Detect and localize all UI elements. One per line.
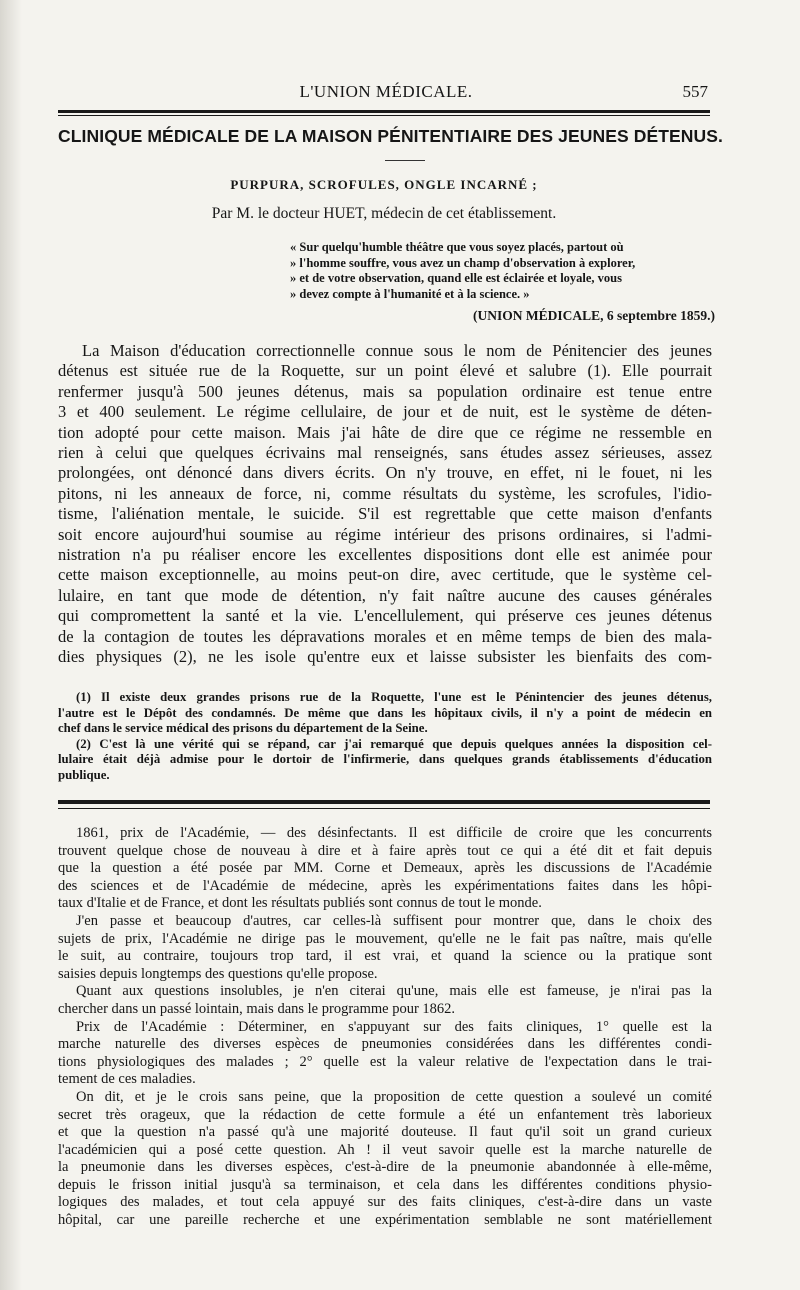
footnote-line: chef dans le service médical des prisons du département de la Seine. — [58, 721, 428, 736]
feuilleton-line: le suit, au contraire, toujours trop tard, il est vrai, et quand la science ou la pratique sont — [58, 948, 712, 965]
body-line: détenus est située rue de la Roquette, sur un point élevé et salubre (1). Elle pourrait — [58, 361, 712, 381]
feuilleton-line: marche naturelle des diverses espèces de pneumonies considérées dans les différentes condi- — [58, 1036, 712, 1053]
body-line: prolongées, ont dénoncé dans divers écrits. On n'y trouve, en effet, ni le fouet, ni les — [58, 463, 712, 483]
page-number: 557 — [682, 82, 708, 101]
body-line: 3 et 400 seulement. Le régime cellulaire, de jour et de nuit, est le système de déten- — [58, 402, 712, 422]
title-separator — [385, 160, 425, 161]
feuilleton-line: Quant aux questions insolubles, je n'en citerai qu'une, mais elle est fameuse, je n'irai pas la — [76, 983, 712, 1000]
feuilleton-line: des sciences et de l'Académie de médecine, après les expérimentations faites dans les hôpi- — [58, 877, 712, 894]
body-line: de la contagion de toutes les dépravations morales et en même temps de bien des mala- — [58, 626, 712, 646]
article-byline: Par M. le docteur HUET, médecin de cet établissement. — [211, 205, 557, 222]
feuilleton-line: 1861, prix de l'Académie, — des désinfectants. Il est difficile de croire que les concurrents — [76, 825, 712, 841]
feuilleton-line: chercher dans un passé lointain, mais dans le programme pour 1862. — [58, 1000, 456, 1017]
feuilleton-line: logiques des malades, et tout cela appuyé sur des faits cliniques, c'est-à-dire dans un vaste — [58, 1194, 712, 1211]
footnote-line: publique. — [58, 767, 110, 782]
article-title: CLINIQUE MÉDICALE DE LA MAISON PÉNITENTIAIRE DES JEUNES DÉTENUS. — [58, 126, 723, 146]
running-head — [62, 80, 710, 106]
header-rule — [58, 110, 710, 113]
body-line: rien à celui que quelques écrivains mal renseignés, sans études assez sérieuses, assez — [58, 443, 712, 463]
epigraph — [290, 240, 715, 302]
feuilleton-rule — [58, 800, 710, 804]
body-line: cette maison exceptionnelle, au moins peut-on dire, avec certitude, que le système cel- — [58, 565, 712, 585]
feuilleton-line: tions physiologiques des malades ; 2° quelle est la valeur relative de l'expectation dans le trai- — [58, 1053, 712, 1070]
epigraph-line: « Sur quelqu'humble théâtre que vous soyez placés, partout où — [290, 240, 624, 254]
feuilleton-line: hôpital, car une pareille recherche et une expérimentation semblable ne sont matériellement — [58, 1212, 712, 1229]
epigraph-source: (UNION MÉDICALE, 6 septembre 1859.) — [473, 308, 715, 323]
body-line: nistration n'a pu réaliser encore les excellentes dispositions dont elle est animée pour — [58, 545, 712, 565]
footnote-line: (1) Il existe deux grandes prisons rue de la Roquette, l'une est le Pénintencier des jeunes détenus, — [76, 690, 712, 704]
running-title: L'UNION MÉDICALE. — [299, 82, 473, 101]
body-line: tion adopté pour cette maison. Mais j'ai hâte de dire que ce régime ne ressemble en — [58, 422, 712, 442]
feuilleton-body — [58, 825, 712, 1230]
feuilleton-line: J'en passe et beaucoup d'autres, car celles-là suffisent pour montrer que, dans le choix des — [76, 912, 712, 929]
epigraph-line: » devez compte à l'humanité et à la science. » — [290, 286, 530, 301]
footnote-line: lulaire était déjà admise pour le dortoir de l'infirmerie, dans quelques grands établissements d'éducation — [58, 752, 712, 767]
feuilleton-line: saisies depuis longtemps des questions qu'elle propose. — [58, 965, 378, 982]
epigraph-line: » et de votre observation, quand elle est éclairée et loyale, vous — [290, 271, 623, 285]
body-line: lulaire, en tant que mode de détention, n'y fait naître aucune des causes générales — [58, 585, 712, 605]
feuilleton-line: que la question a été posée par MM. Corne et Demeaux, après les discussions de l'Académie — [58, 860, 712, 877]
feuilleton-line: taux d'Italie et de France, et dont les résultats publiés sont connus de tout le monde. — [58, 895, 542, 912]
feuilleton-line: l'académicien qui a posé cette question. Ah ! il veut savoir quelle est la marche naturelle de — [58, 1141, 712, 1158]
body-line: dies physiques (2), ne les isole qu'entre eux et laisse subsister les bienfaits des com- — [58, 647, 712, 667]
feuilleton-line: la pneumonie dans les diverses espèces, c'est-à-dire de la pneumonie abandonnée à elle-même, — [58, 1159, 712, 1176]
article-body — [58, 341, 712, 668]
feuilleton-line: secret très orageux, que la rédaction de cette formule a été un enfantement très laborieux — [58, 1106, 712, 1123]
body-line: tisme, l'aliénation mentale, le suicide. S'il est regrettable que cette maison d'enfants — [58, 504, 712, 524]
feuilleton-line: trouvent quelque chose de nouveau à dire et à faire après tout ce qui a été dit et fait depuis — [58, 842, 712, 859]
footnote-line: l'autre est le Dépôt des condamnés. De même que dans les hôpitaux civils, il n'y a point de médecin en — [58, 705, 712, 720]
binding-gutter — [0, 0, 22, 1290]
body-line: qui compromettent la santé et la vie. L'encellulement, qui préserve ces jeunes détenus — [58, 606, 712, 626]
body-line: pitons, ni les anneaux de force, ni, comme résultats du système, les scrofules, l'idio- — [58, 483, 712, 503]
body-line: renfermer jusqu'à 500 jeunes détenus, mais sa population ordinaire est tenue entre — [58, 381, 712, 401]
feuilleton-line: On dit, et je le crois sans peine, que la proposition de cette question a soulevé un comité — [76, 1088, 712, 1105]
feuilleton-line: tement de ces maladies. — [58, 1071, 196, 1088]
footnote-line: (2) C'est là une vérité qui se répand, car j'ai remarqué que depuis quelques années la disposition cel- — [76, 736, 712, 751]
feuilleton-line: depuis le frisson initial jusqu'à sa terminaison, et cela dans les différentes conditions physio- — [58, 1176, 712, 1193]
feuilleton-line: Prix de l'Académie : Déterminer, en s'appuyant sur des faits cliniques, 1° quelle est la — [76, 1018, 712, 1035]
feuilleton-line: sujets de prix, l'Académie ne dirige pas le mouvement, qu'elle ne le fait pas naître, mais qu'elle — [58, 930, 712, 947]
article-subtitle: PURPURA, SCROFULES, ONGLE INCARNÉ ; — [230, 177, 538, 192]
header-rule-thin — [58, 115, 710, 116]
feuilleton-line: et que la question n'a passé qu'à une majorité douteuse. Il faut qu'il soit un grand curieux — [58, 1124, 712, 1141]
feuilleton-rule-thin — [58, 808, 710, 809]
footnotes — [58, 690, 712, 784]
epigraph-line: » l'homme souffre, vous avez un champ d'observation à explorer, — [290, 255, 636, 270]
body-line: soit encore aujourd'hui soumise au régime intérieur des prisons ordinaires, si l'admi- — [58, 524, 712, 544]
body-line: La Maison d'éducation correctionnelle connue sous le nom de Pénitencier des jeunes — [82, 341, 712, 360]
